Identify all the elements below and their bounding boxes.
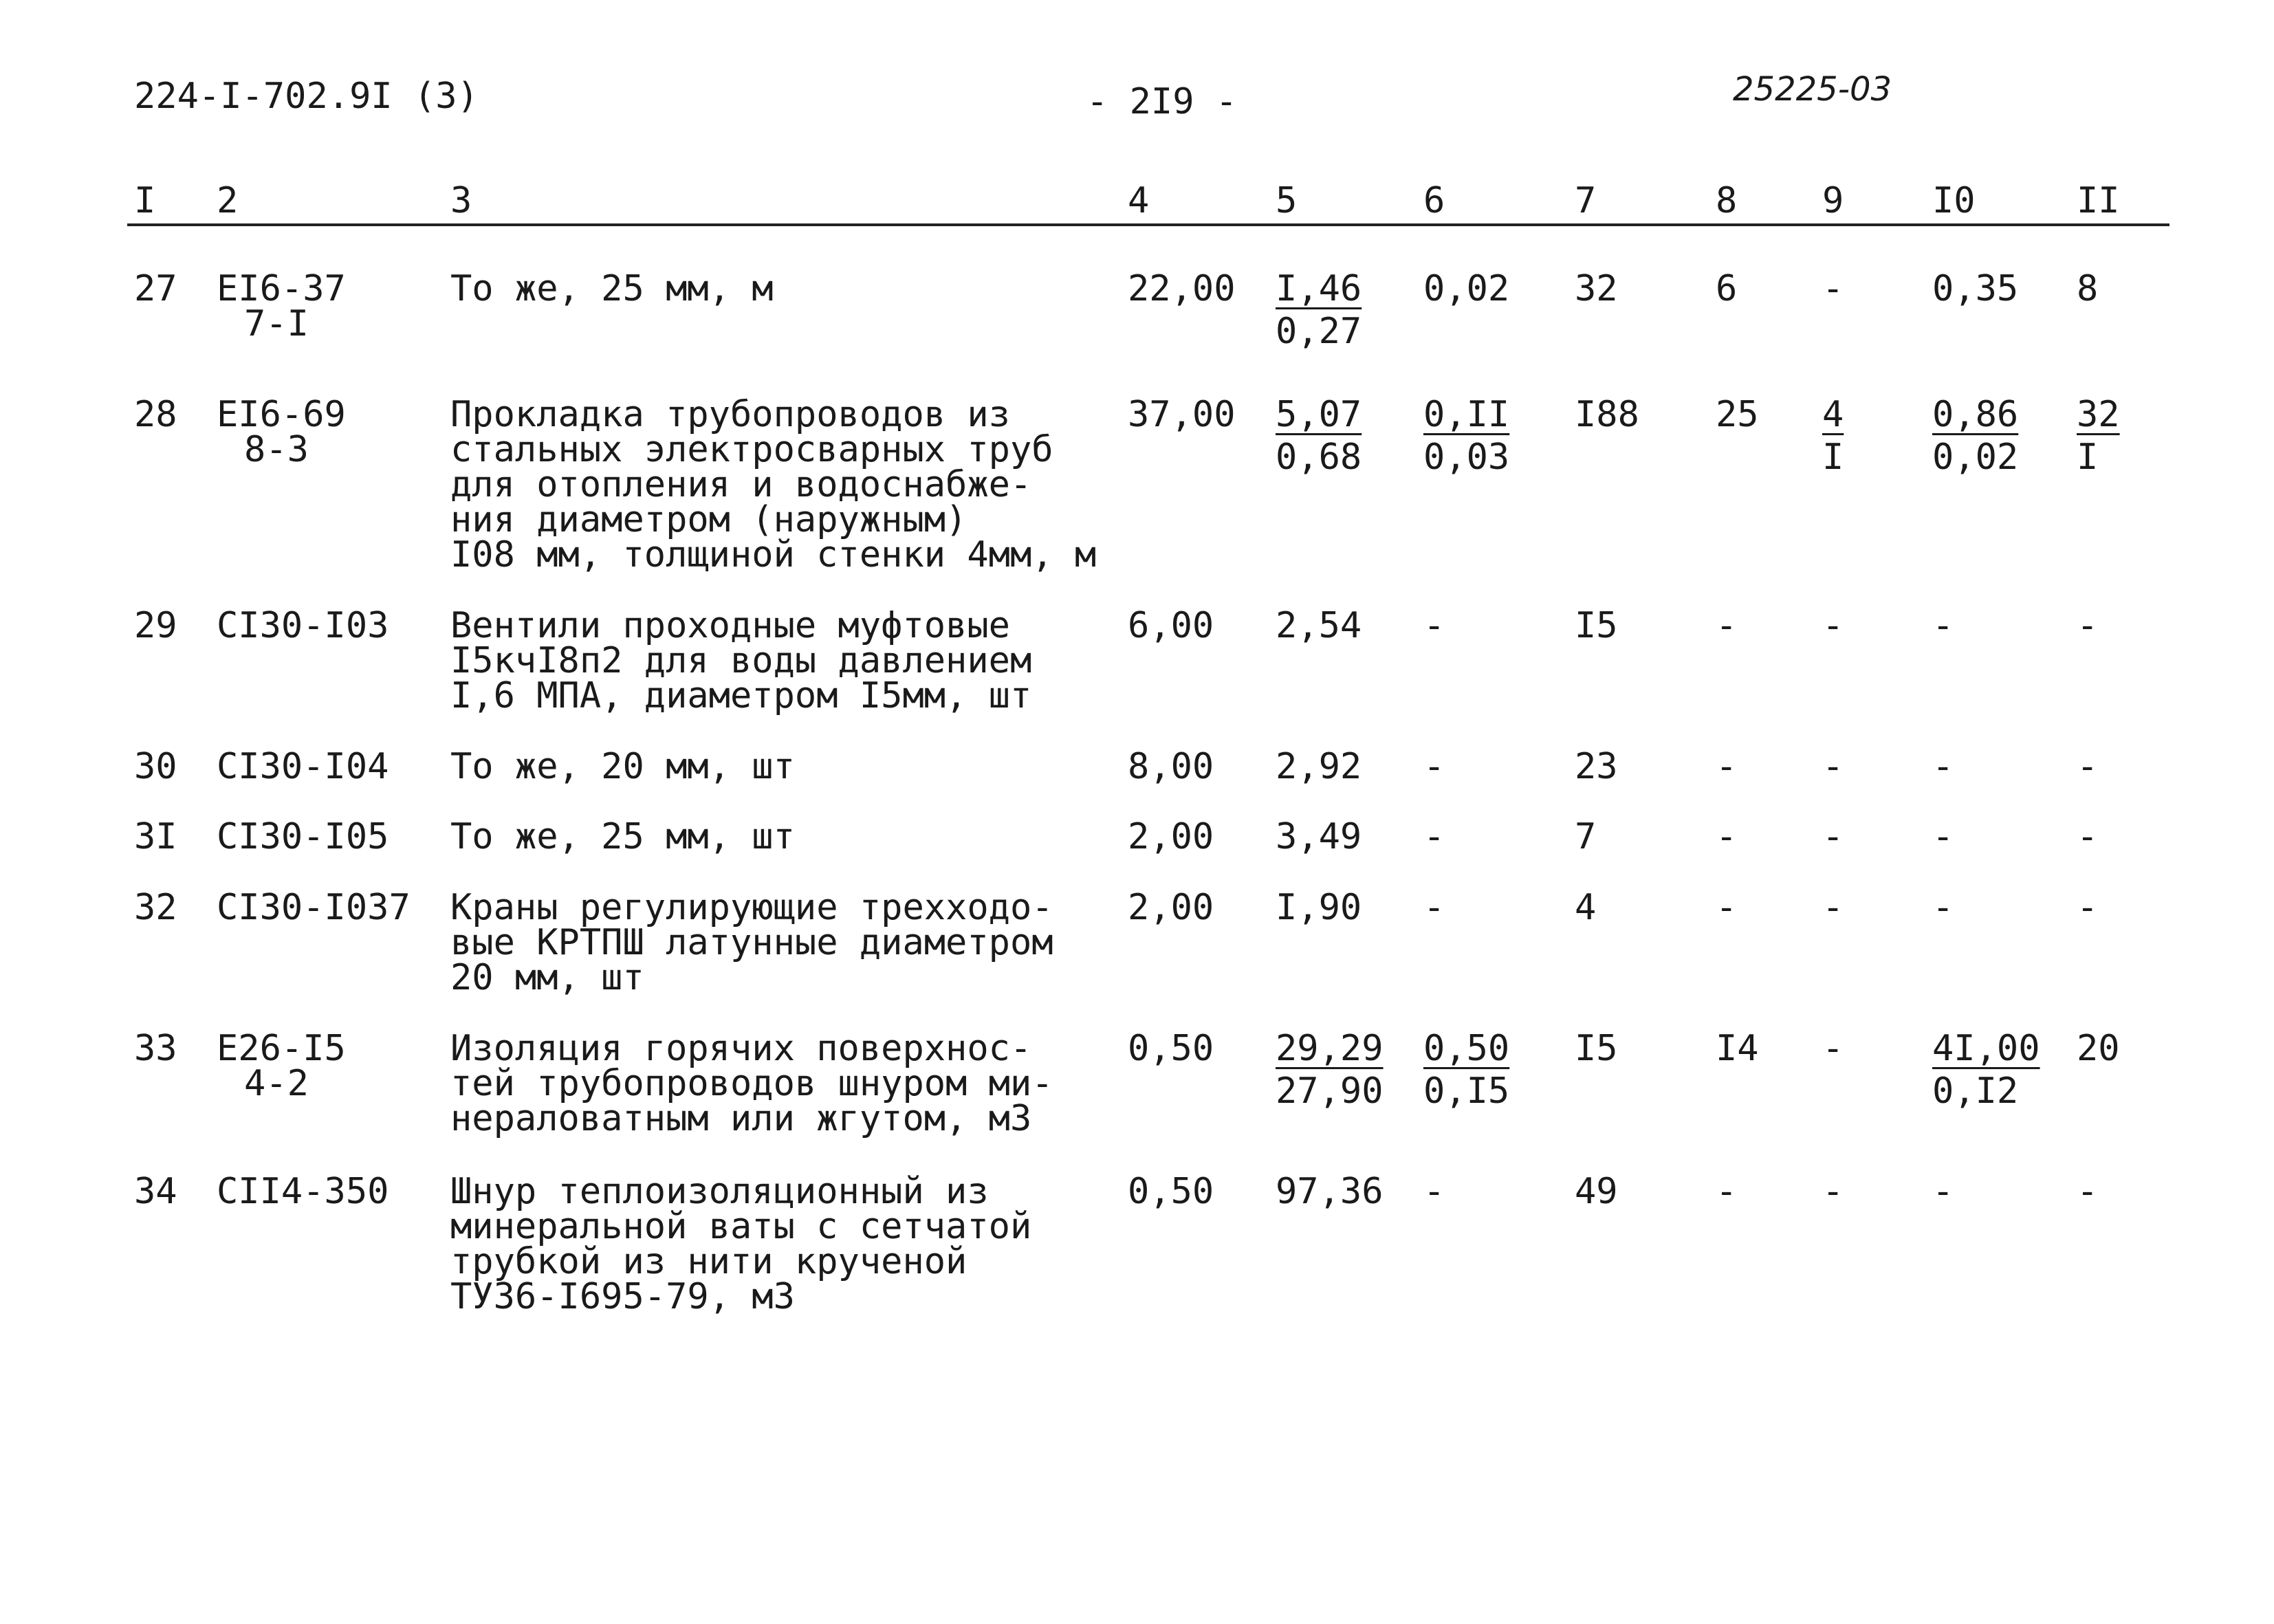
col10-cell: -: [1932, 605, 1954, 646]
page-number: - 2I9 -: [1086, 81, 1238, 122]
description-line: вые КРТПШ латунные диаметром: [450, 922, 1053, 963]
col9-cell-sub: I: [1822, 437, 1844, 478]
col9-cell: -: [1822, 816, 1844, 857]
description-line: I08 мм, толщиной стенки 4мм, м: [450, 534, 1097, 575]
description-line: То же, 20 мм, шт: [450, 746, 795, 787]
machine-cost-cell: 0,02: [1423, 268, 1510, 309]
description-line: I,6 МПА, диаметром I5мм, шт: [450, 675, 1032, 716]
description-line: Шнур теплоизоляционный из: [450, 1171, 989, 1212]
norm-code: CII4-350: [217, 1171, 389, 1212]
col8-cell: I4: [1716, 1028, 1759, 1069]
column-header-11: II: [2077, 180, 2120, 221]
col9-cell: -: [1822, 1171, 1844, 1212]
col9-cell: -: [1822, 887, 1844, 928]
column-header-1: I: [134, 180, 156, 221]
norm-code: EI6-69: [217, 394, 346, 435]
description-line: То же, 25 мм, м: [450, 268, 774, 309]
machine-cost-cell: -: [1423, 816, 1445, 857]
description-line: ТУ36-I695-79, м3: [450, 1276, 795, 1317]
machine-cost-cell: 0,50: [1423, 1028, 1510, 1069]
description-line: Краны регулирующие трехходо-: [450, 887, 1053, 928]
description-line: Изоляция горячих поверхнос-: [450, 1028, 1032, 1069]
row-number: 28: [134, 394, 177, 435]
col9-cell: -: [1822, 1028, 1844, 1069]
column-header-7: 7: [1575, 180, 1597, 221]
col9-cell: 4: [1822, 394, 1844, 435]
col7-cell: 7: [1575, 816, 1597, 857]
col10-cell: -: [1932, 816, 1954, 857]
row-number: 3I: [134, 816, 177, 857]
col9-cell: -: [1822, 746, 1844, 787]
row-number: 27: [134, 268, 177, 309]
quantity-cell: 0,50: [1128, 1028, 1214, 1069]
machine-cost-cell-sub: 0,I5: [1423, 1071, 1510, 1112]
machine-cost-cell: -: [1423, 1171, 1445, 1212]
col11-cell: -: [2077, 816, 2099, 857]
norm-code: CI30-I03: [217, 605, 389, 646]
quantity-cell: 6,00: [1128, 605, 1214, 646]
quantity-cell: 2,00: [1128, 887, 1214, 928]
unit-cost-cell: 97,36: [1276, 1171, 1384, 1212]
unit-cost-cell: I,90: [1276, 887, 1362, 928]
column-header-8: 8: [1716, 180, 1738, 221]
unit-cost-cell: 2,92: [1276, 746, 1362, 787]
document-code: 224-I-702.9I (3): [134, 76, 479, 117]
description-line: минеральной ваты с сетчатой: [450, 1206, 1032, 1247]
col11-cell: -: [2077, 605, 2099, 646]
col11-cell: 20: [2077, 1028, 2120, 1069]
description-line: То же, 25 мм, шт: [450, 816, 795, 857]
norm-code: CI30-I037: [217, 887, 411, 928]
row-number: 34: [134, 1171, 177, 1212]
unit-cost-cell: 3,49: [1276, 816, 1362, 857]
description-line: нераловатным или жгутом, м3: [450, 1098, 1032, 1139]
col7-cell: 23: [1575, 746, 1618, 787]
col10-cell: -: [1932, 746, 1954, 787]
col10-cell: 0,86: [1932, 394, 2019, 435]
description-line: тей трубопроводов шнуром ми-: [450, 1063, 1053, 1104]
norm-code-suffix: 7-I: [244, 303, 309, 344]
quantity-cell: 37,00: [1128, 394, 1236, 435]
col8-cell: 25: [1716, 394, 1759, 435]
col10-cell-sub: 0,02: [1932, 437, 2019, 478]
quantity-cell: 2,00: [1128, 816, 1214, 857]
machine-cost-cell: 0,II: [1423, 394, 1510, 435]
machine-cost-cell: -: [1423, 887, 1445, 928]
description-line: трубкой из нити крученой: [450, 1241, 967, 1282]
col7-cell: I5: [1575, 1028, 1618, 1069]
col10-cell: 0,35: [1932, 268, 2019, 309]
col7-cell: 4: [1575, 887, 1597, 928]
unit-cost-cell: I,46: [1276, 268, 1362, 309]
col10-cell: -: [1932, 1171, 1954, 1212]
col8-cell: 6: [1716, 268, 1738, 309]
col8-cell: -: [1716, 816, 1738, 857]
row-number: 33: [134, 1028, 177, 1069]
norm-code: EI6-37: [217, 268, 346, 309]
col11-cell: -: [2077, 1171, 2099, 1212]
col9-cell: -: [1822, 268, 1844, 309]
norm-code: E26-I5: [217, 1028, 346, 1069]
col11-cell: 8: [2077, 268, 2099, 309]
row-number: 29: [134, 605, 177, 646]
col7-cell: 32: [1575, 268, 1618, 309]
description-line: Вентили проходные муфтовые: [450, 605, 1010, 646]
quantity-cell: 8,00: [1128, 746, 1214, 787]
stamp-number: 25225-03: [1733, 70, 1892, 109]
norm-code: CI30-I04: [217, 746, 389, 787]
description-line: 20 мм, шт: [450, 957, 644, 998]
column-header-4: 4: [1128, 180, 1150, 221]
column-header-10: I0: [1932, 180, 1976, 221]
col8-cell: -: [1716, 887, 1738, 928]
col11-cell: 32: [2077, 394, 2120, 435]
col8-cell: -: [1716, 1171, 1738, 1212]
col10-cell: -: [1932, 887, 1954, 928]
quantity-cell: 0,50: [1128, 1171, 1214, 1212]
col7-cell: I5: [1575, 605, 1618, 646]
col11-cell: -: [2077, 746, 2099, 787]
column-header-3: 3: [450, 180, 472, 221]
unit-cost-cell-sub: 0,68: [1276, 437, 1362, 478]
col11-cell: -: [2077, 887, 2099, 928]
col8-cell: -: [1716, 605, 1738, 646]
quantity-cell: 22,00: [1128, 268, 1236, 309]
header-rule: [127, 223, 2169, 226]
col9-cell: -: [1822, 605, 1844, 646]
description-line: ния диаметром (наружным): [450, 499, 967, 540]
col8-cell: -: [1716, 746, 1738, 787]
unit-cost-cell: 29,29: [1276, 1028, 1384, 1069]
norm-code: CI30-I05: [217, 816, 389, 857]
machine-cost-cell: -: [1423, 605, 1445, 646]
col11-cell-sub: I: [2077, 437, 2099, 478]
description-line: стальных электросварных труб: [450, 429, 1053, 470]
unit-cost-cell: 2,54: [1276, 605, 1362, 646]
description-line: Прокладка трубопроводов из: [450, 394, 1010, 435]
col7-cell: I88: [1575, 394, 1639, 435]
col7-cell: 49: [1575, 1171, 1618, 1212]
row-number: 30: [134, 746, 177, 787]
description-line: I5кчI8п2 для воды давлением: [450, 640, 1032, 681]
unit-cost-cell-sub: 27,90: [1276, 1071, 1384, 1112]
column-header-5: 5: [1276, 180, 1298, 221]
col10-cell-sub: 0,I2: [1932, 1071, 2019, 1112]
unit-cost-cell-sub: 0,27: [1276, 311, 1362, 352]
norm-code-suffix: 4-2: [244, 1063, 309, 1104]
unit-cost-cell: 5,07: [1276, 394, 1362, 435]
col10-cell: 4I,00: [1932, 1028, 2040, 1069]
column-header-2: 2: [217, 180, 239, 221]
column-header-9: 9: [1822, 180, 1844, 221]
norm-code-suffix: 8-3: [244, 429, 309, 470]
machine-cost-cell: -: [1423, 746, 1445, 787]
description-line: для отопления и водоснабже-: [450, 464, 1032, 505]
column-header-6: 6: [1423, 180, 1445, 221]
row-number: 32: [134, 887, 177, 928]
machine-cost-cell-sub: 0,03: [1423, 437, 1510, 478]
